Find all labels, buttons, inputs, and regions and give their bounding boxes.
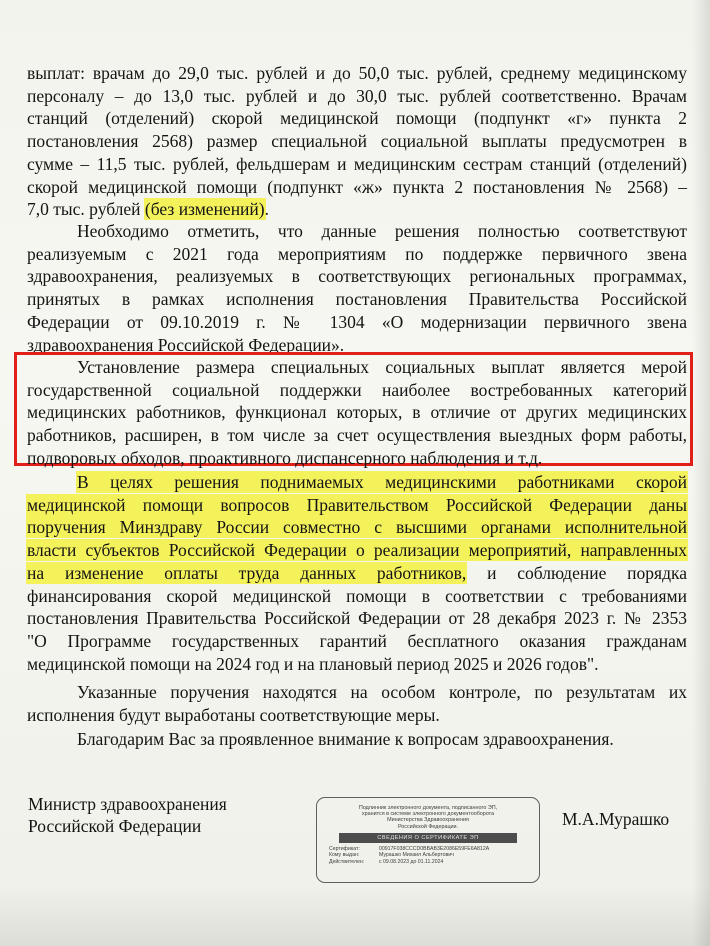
text-line — [27, 562, 687, 585]
text-fragment: 7,0 тыс. рублей — [27, 199, 145, 220]
highlighted-text: власти субъектов Российской Федерации о реализации мероприятий, направленных — [27, 540, 687, 561]
text-fragment: и соблюдение порядка — [466, 562, 687, 583]
text-line: исполнения будут выработаны соответствующие меры. — [27, 704, 440, 725]
page-shadow-right — [692, 0, 710, 946]
stamp-text: Российской Федерации. — [397, 823, 459, 830]
text-line: "О Программе государственных гарантий бесплатного оказания гражданам — [27, 630, 687, 651]
position-line: Российской Федерации — [28, 816, 202, 836]
text-line: Указанные поручения находятся на особом контроле, по результатам их — [77, 682, 687, 702]
text-line — [27, 516, 687, 539]
text-line: принятых в рамках исполнения постановления Правительства Российской — [27, 289, 687, 310]
text-line: Федерации от 09.10.2019 г. № 1304 «О модернизации первичного звена — [27, 311, 687, 332]
text-line: здравоохранения, реализуемых в соответствующих региональных программах, — [27, 266, 687, 287]
stamp-value: Мурашко Михаил Альбертович — [379, 852, 454, 859]
text-line: сумме – 11,5 тыс. рублей, фельдшерам и медицинским сестрам станций (отделений) — [27, 153, 687, 174]
text-line: выплат: врачам до 29,0 тыс. рублей и до 50,0 тыс. рублей, среднему медицинскому — [27, 63, 687, 83]
text-line: постановления 2568) размер специальной социальной выплаты предусмотрен в — [27, 131, 687, 152]
text-line: Установление размера специальных социальных выплат является мерой — [77, 357, 687, 377]
paragraph-orders — [27, 471, 687, 675]
text-line: медицинской помощи на 2024 год и на плановый период 2025 и 2026 годов". — [27, 653, 599, 674]
stamp-certificate-bar: СВЕДЕНИЯ О СЕРТИФИКАТЕ ЭП — [339, 833, 517, 843]
paragraph-thanks — [27, 728, 687, 751]
text-line — [27, 539, 687, 562]
text-line: подворовых обходов, проактивного диспансерного наблюдения и т.д. — [27, 447, 543, 468]
highlighted-text: на изменение оплаты труда данных работников, — [27, 562, 467, 583]
text-line — [27, 494, 687, 517]
stamp-label: Кому выдан: — [329, 852, 360, 859]
stamp-header — [317, 805, 539, 830]
highlighted-text: поручения Минздраву России совместно с высшими органами исполнительной — [27, 517, 687, 538]
stamp-value: 00917F038CCCD0BBAB3E2086E59FE6A812A — [379, 845, 490, 852]
text-line: постановления Правительства Российской Федерации от 28 декабря 2023 г. № 2353 — [27, 608, 687, 629]
signatory-name: М.А.Мурашко — [562, 809, 670, 829]
text-line: государственной социальной поддержки наиболее востребованных категорий — [27, 379, 687, 400]
signatory-position — [28, 793, 227, 837]
position-line: Министр здравоохранения — [28, 794, 227, 814]
text-line — [27, 198, 687, 221]
text-line: скорой медицинской помощи (подпункт «ж» пункта 2 постановления № 2568) – — [27, 176, 687, 197]
paragraph-payments — [27, 62, 687, 221]
text-fragment: . — [264, 199, 269, 220]
text-line: работников, расширен, в том числе за счет осуществления выездных форм работы, — [27, 425, 687, 446]
text-line: Благодарим Вас за проявленное внимание к вопросам здравоохранения. — [77, 729, 614, 749]
stamp-text: Министерства Здравоохранения — [387, 817, 469, 824]
stamp-label: Сертификат: — [329, 845, 360, 852]
text-line: реализуемым с 2021 года мероприятиям по поддержке первичного звена — [27, 243, 687, 264]
stamp-text: Подлинник электронного документа, подписанного ЭП, — [358, 805, 498, 811]
stamp-details — [317, 846, 539, 865]
stamp-label: Действителен: — [329, 858, 365, 865]
stamp-text: хранится в системе электронного документооборота — [361, 811, 495, 818]
text-line — [27, 471, 687, 494]
text-line: Необходимо отметить, что данные решения полностью соответствуют — [77, 221, 687, 241]
highlighted-text: (без изменений) — [144, 199, 265, 220]
stamp-value: с 09.08.2023 до 01.11.2024 — [379, 858, 444, 865]
page-shadow-bottom — [0, 886, 710, 946]
electronic-signature-stamp — [316, 797, 540, 883]
text-line: станций (отделений) скорой медицинской помощи (подпункт «г» пункта 2 — [27, 108, 687, 129]
text-line: персоналу – до 13,0 тыс. рублей и до 30,0 тыс. рублей соответственно. Врачам — [27, 85, 687, 106]
text-line: здравоохранения Российской Федерации». — [27, 334, 345, 355]
stamp-row-validity — [329, 859, 539, 865]
paragraph-control — [27, 681, 687, 726]
highlighted-text: медицинской помощи вопросов Правительством Российской Федерации даны — [27, 494, 687, 515]
paragraph-note — [27, 220, 687, 356]
paragraph-framed — [27, 356, 687, 470]
highlighted-text: В целях решения поднимаемых медицинскими работниками скорой — [77, 472, 687, 492]
text-line: финансирования скорой медицинской помощи в соответствии с требованиями — [27, 585, 687, 606]
text-line: медицинских работников, функционал которых, в отличие от других медицинских — [27, 402, 687, 423]
